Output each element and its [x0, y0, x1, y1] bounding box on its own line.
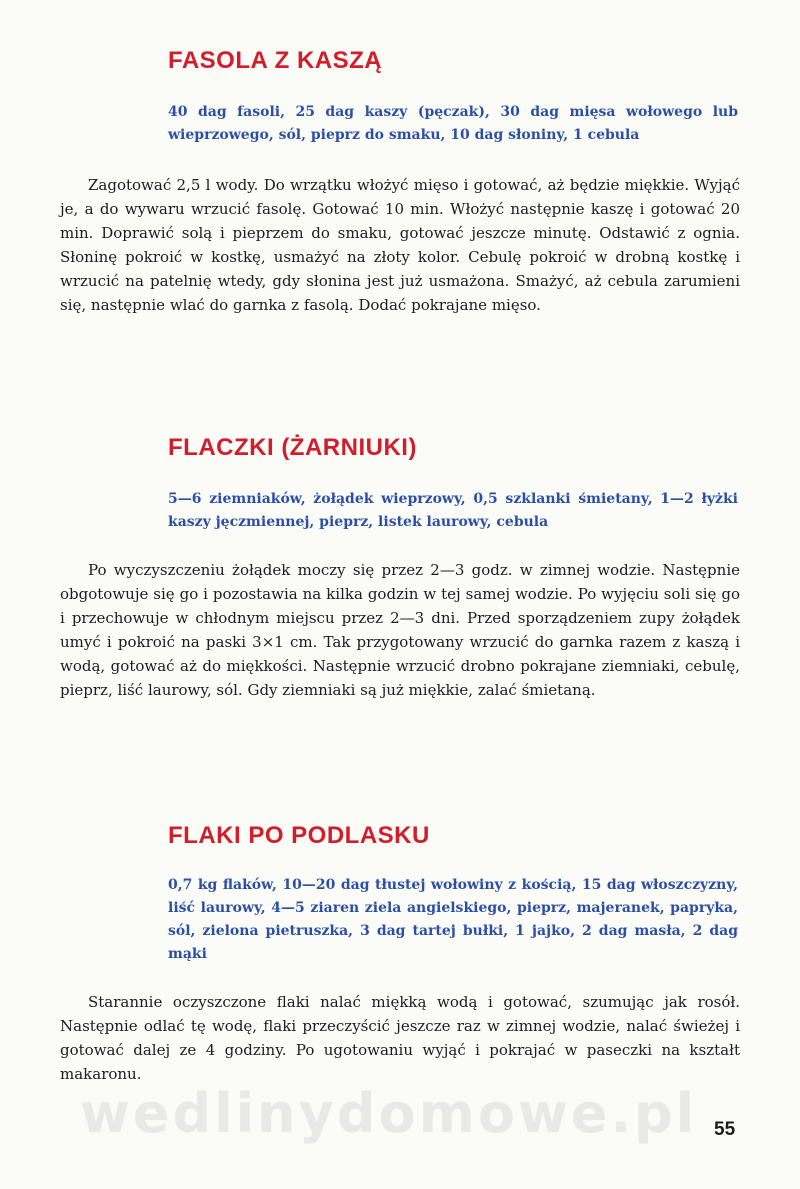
recipe-method: Zagotować 2,5 l wody. Do wrzątku włożyć mięso i gotować, aż będzie miękkie. Wyjąć je, a do wywaru wrzucić fasolę. Gotować 10 min. Włożyć następnie kaszę i gotować 20 min. Doprawić solą i pieprzem do smaku, gotować jeszcze minutę. Odstawić z ognia. Słoninę pokroić w kostkę, usmażyć na złoty kolor. Cebulę pokroić w drobną kostkę i wrzucić na patelnię wtedy, gdy słonina jest już usmażona. Smażyć, aż cebula zarumieni się, następnie wlać do garnka z fasolą. Dodać pokrajane mięso.	[60, 176, 740, 314]
recipe-fasola-z-kasza	[60, 47, 740, 332]
recipe-method: Po wyczyszczeniu żołądek moczy się przez 2—3 godz. w zimnej wodzie. Następnie obgotowuje się go i pozostawia na kilka godzin w tej samej wodzie. Po wyjęciu soli się go i przechowuje w chłodnym miejscu przez 2—3 dni. Przed sporządzeniem zupy żołądek umyć i pokroić na paski 3×1 cm. Tak przygotowany wrzucić do garnka razem z kaszą i wodą, gotować aż do miękkości. Następnie wrzucić drobno pokrajane ziemniaki, cebulę, pieprz, liść laurowy, sól. Gdy ziemniaki są już miękkie, zalać śmietaną.	[60, 561, 740, 699]
recipe-ingredients: 5—6 ziemniaków, żołądek wieprzowy, 0,5 szklanki śmietany, 1—2 łyżki kaszy jęczmiennej, pieprz, listek laurowy, cebula	[168, 491, 738, 530]
recipe-flaczki-zarniuki	[60, 434, 740, 717]
recipe-title: FLACZKI (ŻARNIUKI)	[168, 434, 417, 461]
recipe-flaki-po-podlasku	[60, 822, 740, 1101]
watermark: wedlinydomowe.pl	[80, 1082, 698, 1145]
recipe-method: Starannie oczyszczone flaki nalać miękką wodą i gotować, szumując jak rosół. Następnie odlać tę wodę, flaki przeczyścić jeszcze raz w zimnej wodzie, nalać świeżej i gotować dalej ze 4 godziny. Po ugotowaniu wyjąć i pokrajać w paseczki na kształt makaronu.	[60, 993, 740, 1083]
recipe-title: FASOLA Z KASZĄ	[168, 47, 383, 74]
recipe-ingredients: 40 dag fasoli, 25 dag kaszy (pęczak), 30 dag mięsa wołowego lub wieprzowego, sól, pieprz do smaku, 10 dag słoniny, 1 cebula	[168, 104, 738, 143]
recipe-ingredients: 0,7 kg flaków, 10—20 dag tłustej wołowiny z kością, 15 dag włoszczyzny, liść laurowy, 4—5 ziaren ziela angielskiego, pieprz, majeranek, papryka, sól, zielona pietruszka, 3 dag tartej bułki, 1 jajko, 2 dag masła, 2 dag mąki	[168, 877, 738, 962]
page-number: 55	[714, 1119, 736, 1140]
recipe-title: FLAKI PO PODLASKU	[168, 822, 430, 849]
